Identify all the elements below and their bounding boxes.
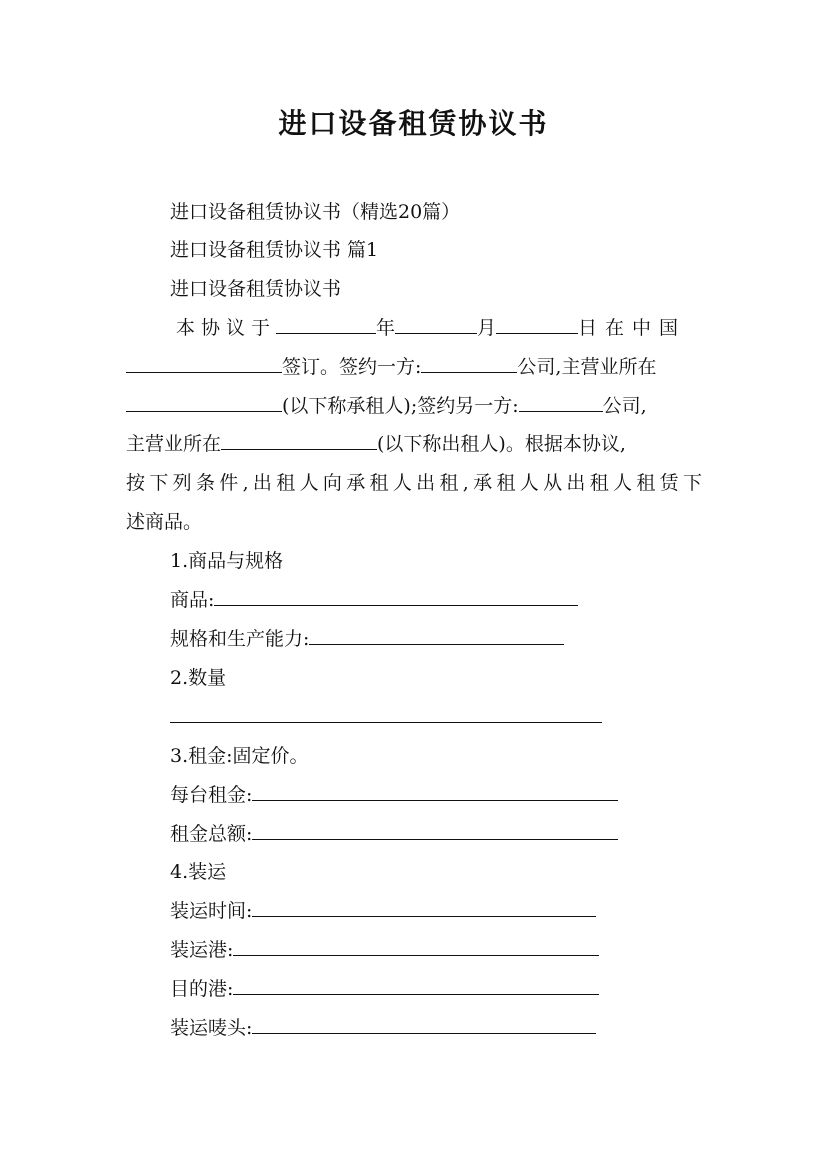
- unit-rent-field: [170, 783, 618, 807]
- section-1-heading: 1.商品与规格: [170, 550, 284, 572]
- goods-field: [170, 588, 578, 612]
- paragraph-line-2: [126, 355, 656, 379]
- shipment-port-field: [170, 938, 599, 962]
- blank-field: [395, 317, 477, 334]
- paragraph-line-1: [176, 316, 686, 340]
- field-label: 装运唛头:: [170, 1017, 253, 1039]
- field-label: 商品:: [170, 589, 215, 611]
- blank-field: [252, 784, 618, 801]
- field-label: 装运时间:: [170, 900, 253, 922]
- blank-field: [233, 939, 599, 956]
- blank-field: [519, 395, 603, 412]
- section-3-heading: 3.租金:固定价。: [170, 745, 309, 767]
- destination-port-field: [170, 977, 599, 1001]
- blank-field: [309, 628, 564, 645]
- blank-field: [214, 589, 578, 606]
- paragraph-text: (以下称承租人);签约另一方:: [282, 395, 519, 417]
- field-label: 目的港:: [170, 978, 234, 1000]
- blank-field: [126, 395, 282, 412]
- blank-field: [496, 317, 578, 334]
- paragraph-text: 年: [376, 317, 396, 339]
- field-label: 装运港:: [170, 939, 234, 961]
- field-label: 租金总额:: [170, 823, 253, 845]
- quantity-field: [170, 705, 602, 729]
- blank-field: [252, 900, 596, 917]
- blank-field: [252, 823, 618, 840]
- paragraph-text: 公司,主营业所在: [517, 356, 657, 378]
- field-label: 每台租金:: [170, 784, 253, 806]
- paragraph-text: 日在中国: [578, 317, 687, 339]
- blank-field: [233, 978, 599, 995]
- section-4-heading: 4.装运: [170, 861, 227, 883]
- paragraph-text: 公司,: [602, 395, 647, 417]
- paragraph-line-3: [126, 394, 647, 418]
- paragraph-line-5: 按下列条件,出租人向承租人出租,承租人从出租人租赁下: [126, 472, 702, 494]
- section-2-heading: 2.数量: [170, 667, 227, 689]
- blank-field: [170, 706, 602, 723]
- blank-field: [126, 356, 282, 373]
- paragraph-text: 月: [477, 317, 497, 339]
- blank-field: [421, 356, 517, 373]
- paragraph-line-6: 述商品。: [126, 511, 203, 533]
- section-heading: 进口设备租赁协议书 篇1: [170, 239, 379, 261]
- paragraph-line-4: [126, 432, 626, 456]
- field-label: 规格和生产能力:: [170, 628, 310, 650]
- paragraph-text: 签订。签约一方:: [282, 356, 422, 378]
- paragraph-text: 本协议于: [176, 317, 277, 339]
- document-subtitle: 进口设备租赁协议书（精选20篇）: [170, 201, 461, 223]
- shipping-mark-field: [170, 1016, 596, 1040]
- blank-field: [252, 1017, 596, 1034]
- document-name: 进口设备租赁协议书: [170, 278, 342, 300]
- shipment-time-field: [170, 899, 596, 923]
- blank-field: [221, 433, 377, 450]
- paragraph-text: 主营业所在: [126, 433, 222, 455]
- spec-field: [170, 627, 564, 651]
- blank-field: [276, 317, 376, 334]
- document-title: 进口设备租赁协议书: [278, 107, 549, 140]
- paragraph-text: (以下称出租人)。根据本协议,: [377, 433, 626, 455]
- total-rent-field: [170, 822, 618, 846]
